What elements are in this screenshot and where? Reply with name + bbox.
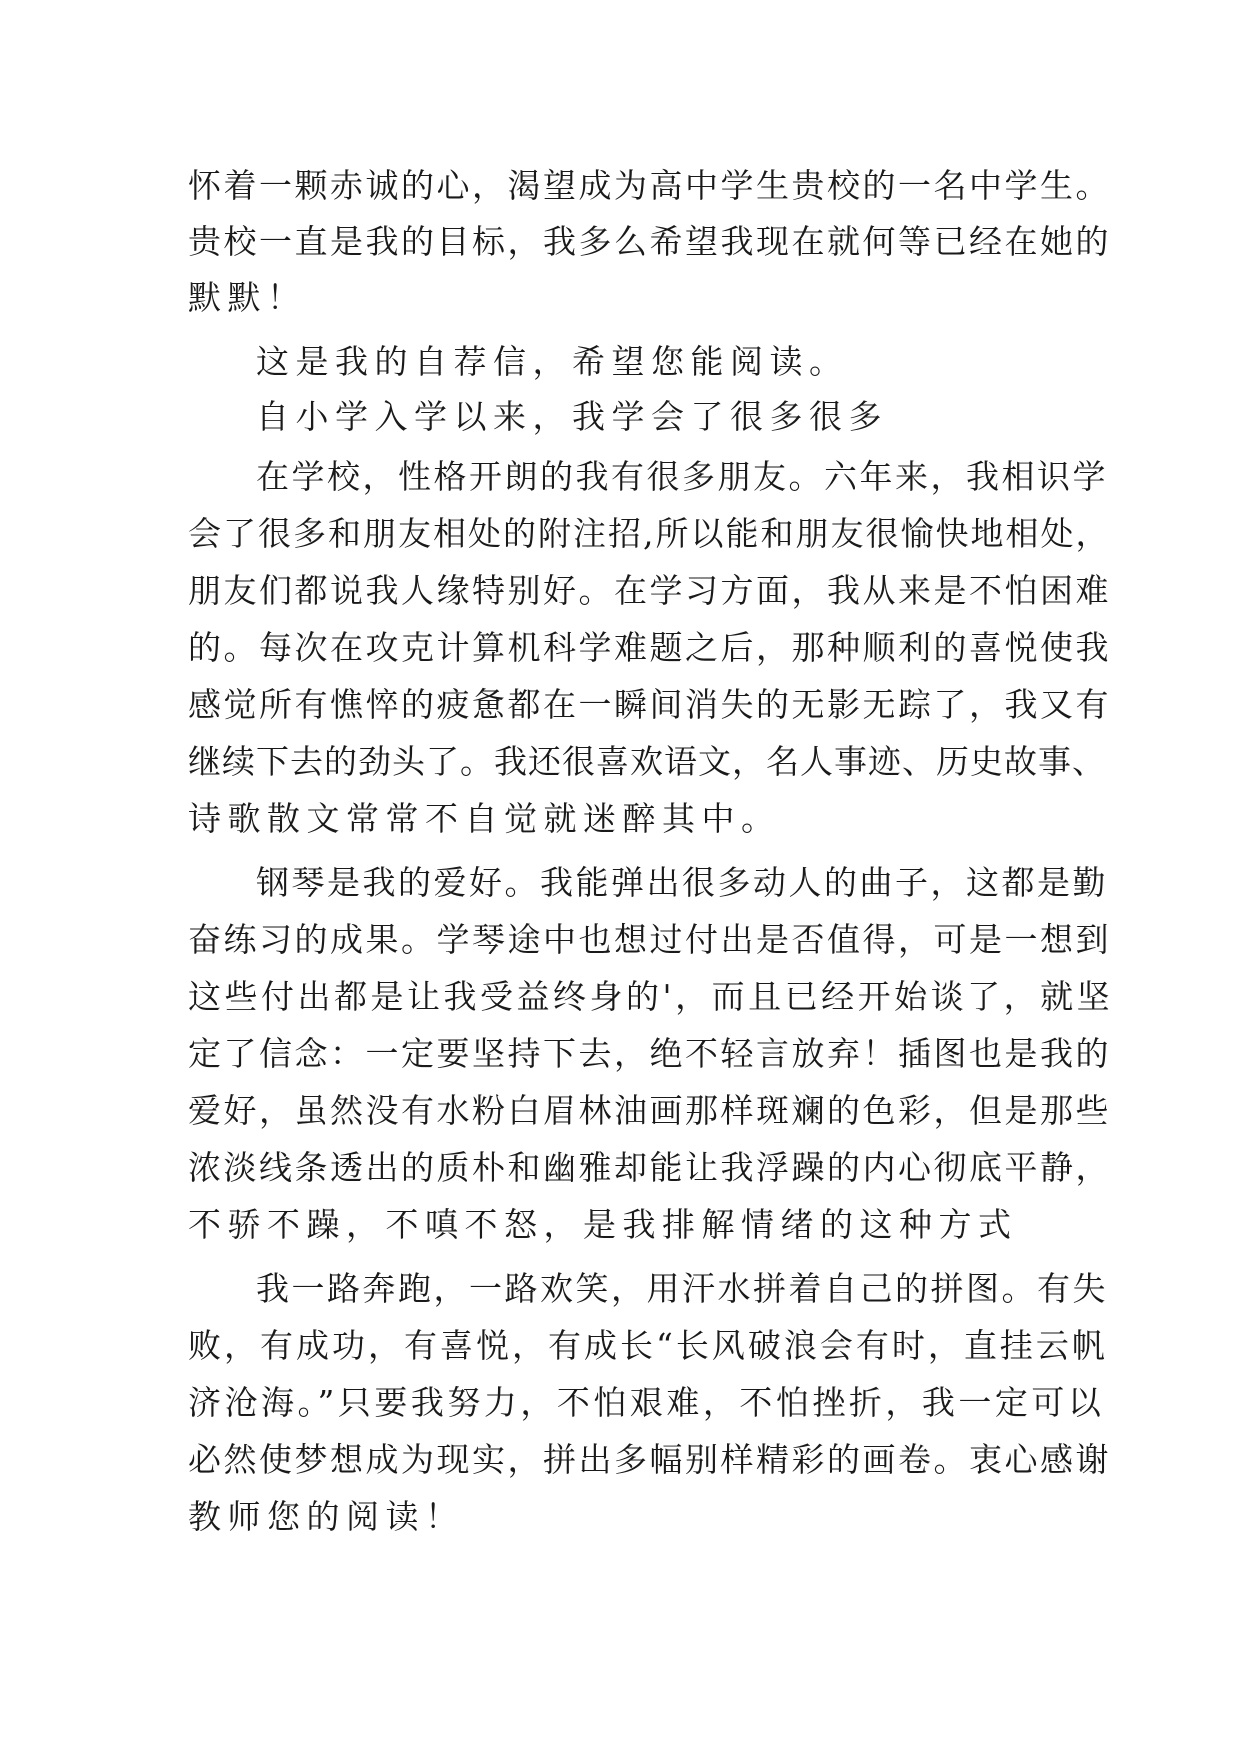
text-line: 会了很多和朋友相处的附注招,所以能和朋友很愉快地相处，: [188, 514, 1111, 553]
text-line: 怀着一颗赤诚的心，渴望成为高中学生贵校的一名中学生。: [188, 166, 1111, 205]
text-line: 继续下去的劲头了。我还很喜欢语文，名人事迹、历史故事、: [188, 742, 1106, 781]
text-line: 浓淡线条透出的质朴和幽雅却能让我浮躁的内心彻底平静，: [188, 1148, 1111, 1187]
text-line: 默默！: [188, 278, 307, 317]
paragraph-first-line: 钢琴是我的爱好。我能弹出很多动人的曲子，这都是勤: [256, 863, 1108, 902]
paragraph-first-line: 自小学入学以来，我学会了很多很多: [256, 397, 888, 436]
text-line: 朋友们都说我人缘特别好。在学习方面，我从来是不怕困难: [188, 571, 1111, 610]
paragraph-first-line: 这是我的自荐信，希望您能阅读。: [256, 342, 849, 381]
text-line: 定了信念：一定要坚持下去，绝不轻言放弃！插图也是我的: [188, 1034, 1111, 1073]
text-line: 的。每次在攻克计算机科学难题之后，那种顺利的喜悦使我: [188, 628, 1111, 667]
text-line: 济沧海。”只要我努力，不怕艰难，不怕挫折，我一定可以: [188, 1383, 1105, 1422]
paragraph-first-line: 我一路奔跑，一路欢笑，用汗水拼着自己的拼图。有失: [256, 1269, 1108, 1308]
text-line: 教师您的阅读！: [188, 1497, 465, 1536]
text-line: 不骄不躁，不嗔不怒，是我排解情绪的这种方式: [188, 1205, 1018, 1244]
text-line: 奋练习的成果。学琴途中也想过付出是否值得，可是一想到: [188, 920, 1111, 959]
text-line: 贵校一直是我的目标，我多么希望我现在就何等已经在她的: [188, 222, 1111, 261]
text-line: 诗歌散文常常不自觉就迷醉其中。: [188, 799, 781, 838]
text-line: 败，有成功，有喜悦，有成长“长风破浪会有时，直挂云帆: [188, 1326, 1108, 1365]
text-line: 爱好，虽然没有水粉白眉林油画那样斑斓的色彩，但是那些: [188, 1091, 1111, 1130]
text-line: 这些付出都是让我受益终身的'，而且已经开始谈了，就坚: [188, 977, 1114, 1016]
text-line: 必然使梦想成为现实，拼出多幅别样精彩的画卷。衷心感谢: [188, 1440, 1111, 1479]
paragraph-first-line: 在学校，性格开朗的我有很多朋友。六年来，我相识学: [256, 457, 1108, 496]
text-line: 感觉所有憔悴的疲惫都在一瞬间消失的无影无踪了，我又有: [188, 685, 1111, 724]
